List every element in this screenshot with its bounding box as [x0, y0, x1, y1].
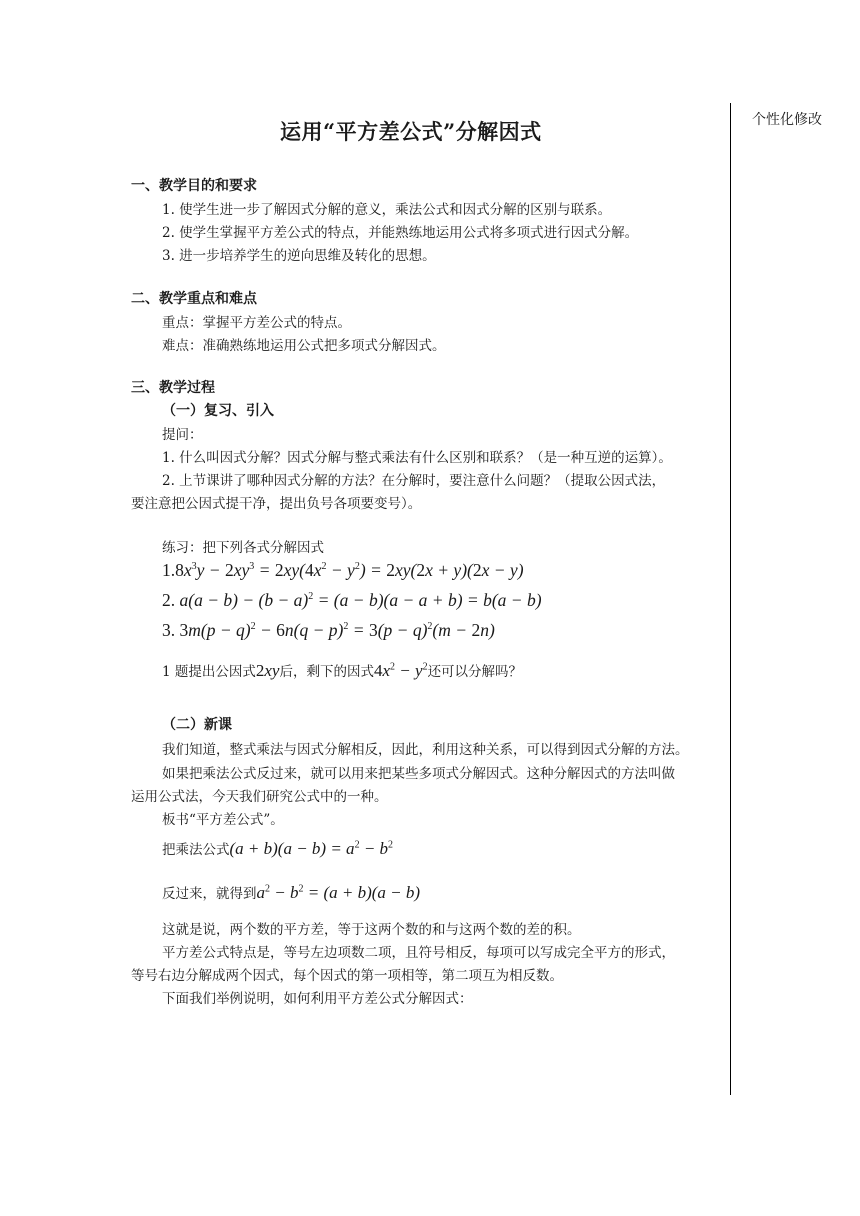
- s1-item-1: 1. 使学生进一步了解因式分解的意义，乘法公式和因式分解的区别与联系。: [162, 202, 612, 218]
- section-3-heading: 三、教学过程: [131, 380, 215, 396]
- exercise-3-number: 3.: [162, 620, 176, 640]
- s1-item-3: 3. 进一步培养学生的逆向思维及转化的思想。: [162, 248, 436, 264]
- question-2-line-2: 要注意把公因式提干净，提出负号各项要变号）。: [131, 496, 422, 512]
- paragraph-6: 这就是说，两个数的平方差，等于这两个数的和与这两个数的差的积。: [162, 922, 581, 938]
- paragraph-5: 反过来，就得到$a^2 - b^2 = (a + b)(a - b)$: [162, 883, 421, 902]
- question-1: 1. 什么叫因式分解？因式分解与整式乘法有什么区别和联系？（是一种互逆的运算）。: [162, 450, 672, 466]
- paragraph-7-line-2: 等号右边分解成两个因式，每个因式的第一项相等，第二项互为相反数。: [131, 968, 563, 984]
- s1-item-2: 2. 使学生掌握平方差公式的特点，并能熟练地运用公式将多项式进行因式分解。: [162, 225, 639, 241]
- exercise-note: 1 题提出公因式2xy后，剩下的因式$4x^2 - y^2$还可以分解吗？: [162, 661, 523, 680]
- question-2-line-1: 2. 上节课讲了哪种因式分解的方法？在分解时，要注意什么问题？（提取公因式法，: [162, 473, 666, 489]
- exercise-3: 3. $3m(p - q)^2 - 6n(q - p)^2 = 3(p - q)^2(m - 2n)$: [162, 620, 495, 640]
- exercise-2: 2. $a(a - b) - (b - a)^2 = (a - b)(a - a + b) = b(a - b)$: [162, 590, 542, 610]
- margin-divider-line: [730, 103, 731, 1095]
- note-part-a: 1 题提出公因式: [162, 664, 256, 680]
- document-title: 运用“平方差公式”分解因式: [280, 119, 542, 144]
- subsection-review: （一）复习、引入: [162, 403, 274, 419]
- exercise-2-number: 2.: [162, 590, 176, 610]
- exercise-1: $1.8x^3y - 2xy^3 = 2xy(4x^2 - y^2) = 2xy(2x + y)(2x - y)$: [162, 560, 524, 580]
- note-part-c: 还可以分解吗？: [427, 664, 523, 680]
- paragraph-2-line-2: 运用公式法，今天我们研究公式中的一种。: [131, 789, 388, 805]
- subsection-new-lesson: （二）新课: [162, 717, 232, 733]
- practice-label: 练习：把下列各式分解因式: [162, 540, 324, 556]
- paragraph-1: 我们知道，整式乘法与因式分解相反，因此，利用这种关系，可以得到因式分解的方法。: [162, 742, 689, 758]
- ask-label: 提问：: [162, 427, 203, 443]
- paragraph-4-text: 把乘法公式: [162, 842, 230, 858]
- paragraph-8: 下面我们举例说明，如何利用平方差公式分解因式：: [162, 991, 473, 1007]
- paragraph-7-line-1: 平方差公式特点是，等号左边项数二项，且符号相反，每项可以写成完全平方的形式，: [162, 945, 675, 961]
- side-note-label: 个性化修改: [752, 112, 822, 128]
- paragraph-5-text: 反过来，就得到: [162, 886, 257, 902]
- paragraph-3: 板书“平方差公式”。: [162, 812, 284, 828]
- exercise-1-number: 1.: [162, 560, 176, 580]
- section-1-heading: 一、教学目的和要求: [131, 178, 257, 194]
- paragraph-4: 把乘法公式$(a + b)(a - b) = a^2 - b^2$: [162, 839, 394, 858]
- key-point: 重点：掌握平方差公式的特点。: [162, 315, 351, 331]
- difficult-point: 难点：准确熟练地运用公式把多项式分解因式。: [162, 338, 446, 354]
- section-2-heading: 二、教学重点和难点: [131, 291, 257, 307]
- paragraph-2-line-1: 如果把乘法公式反过来，就可以用来把某些多项式分解因式。这种分解因式的方法叫做: [162, 766, 675, 782]
- note-part-b: 后，剩下的因式: [279, 664, 374, 680]
